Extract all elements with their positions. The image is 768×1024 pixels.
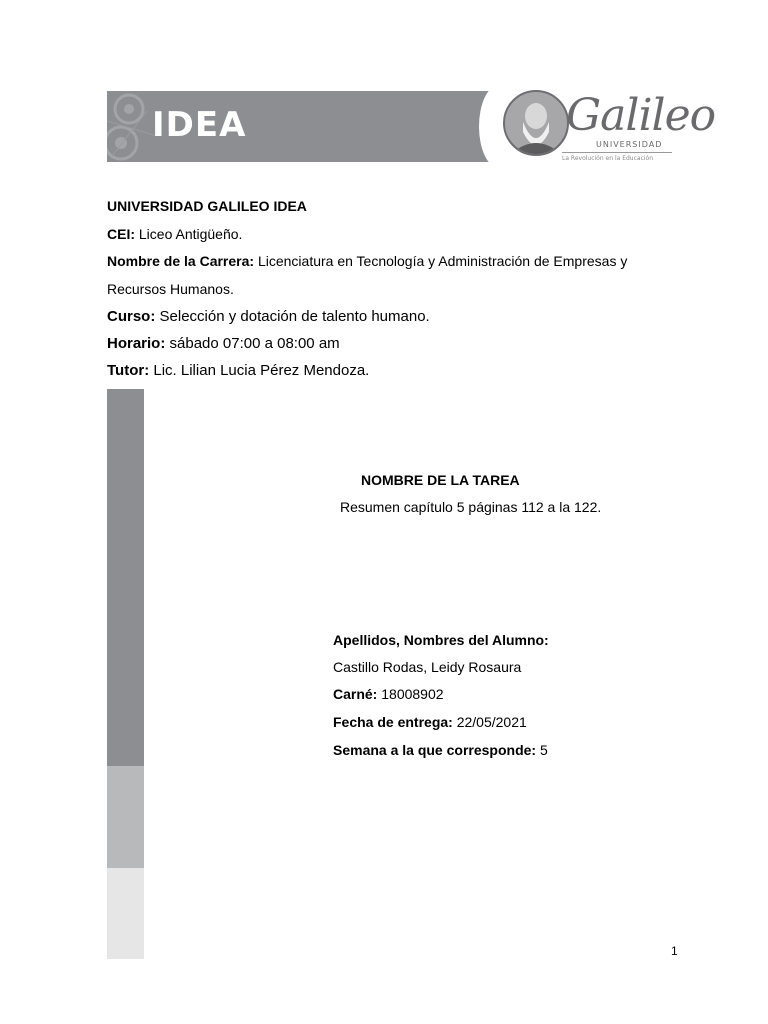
career-value-cont: Recursos Humanos.	[107, 281, 234, 297]
page-number: 1	[671, 944, 678, 958]
date-line	[333, 714, 527, 730]
student-heading	[333, 632, 549, 648]
career-label: Nombre de la Carrera:	[107, 253, 255, 269]
week-value: 5	[539, 742, 548, 758]
side-bar-medium	[107, 766, 144, 868]
side-bar-light	[107, 868, 144, 959]
side-bar-dark	[107, 389, 144, 766]
career-line	[107, 253, 627, 269]
student-heading-text: Apellidos, Nombres del Alumno:	[333, 632, 549, 648]
galileo-wordmark: Galileo	[566, 90, 716, 141]
career-line-2	[107, 281, 234, 297]
institution-text: UNIVERSIDAD GALILEO IDEA	[107, 198, 307, 214]
cei-line	[107, 226, 242, 242]
carne-value: 18008902	[381, 686, 444, 702]
course-line	[107, 308, 430, 325]
tutor-line	[107, 362, 369, 379]
career-value: Licenciatura en Tecnología y Administración de Empresas y	[257, 253, 628, 269]
week-label: Semana a la que corresponde:	[333, 742, 537, 758]
galileo-logo	[500, 86, 716, 168]
tutor-value: Lic. Lilian Lucia Pérez Mendoza.	[153, 362, 370, 379]
galileo-portrait-icon	[503, 90, 569, 156]
cei-value: Liceo Antigüeño.	[138, 226, 243, 242]
carne-label: Carné:	[333, 686, 378, 702]
idea-banner	[107, 91, 491, 162]
schedule-line	[107, 335, 340, 352]
course-value: Selección y dotación de talento humano.	[159, 308, 430, 325]
task-heading: NOMBRE DE LA TAREA	[361, 472, 520, 488]
week-line	[333, 742, 548, 758]
date-label: Fecha de entrega:	[333, 714, 453, 730]
galileo-tagline: La Revolución en la Educación	[562, 155, 654, 162]
course-label: Curso:	[107, 308, 156, 325]
task-description: Resumen capítulo 5 páginas 112 a la 122.	[340, 499, 602, 515]
schedule-value: sábado 07:00 a 08:00 am	[169, 335, 340, 352]
schedule-label: Horario:	[107, 335, 166, 352]
logo-divider	[562, 152, 672, 153]
cei-label: CEI:	[107, 226, 135, 242]
institution-name	[107, 198, 307, 214]
student-name: Castillo Rodas, Leidy Rosaura	[333, 659, 522, 675]
tutor-label: Tutor:	[107, 362, 150, 379]
carne-line	[333, 686, 444, 702]
date-value: 22/05/2021	[456, 714, 527, 730]
idea-wordmark: IDEA	[152, 105, 247, 145]
galileo-subtitle: UNIVERSIDAD	[596, 140, 663, 149]
